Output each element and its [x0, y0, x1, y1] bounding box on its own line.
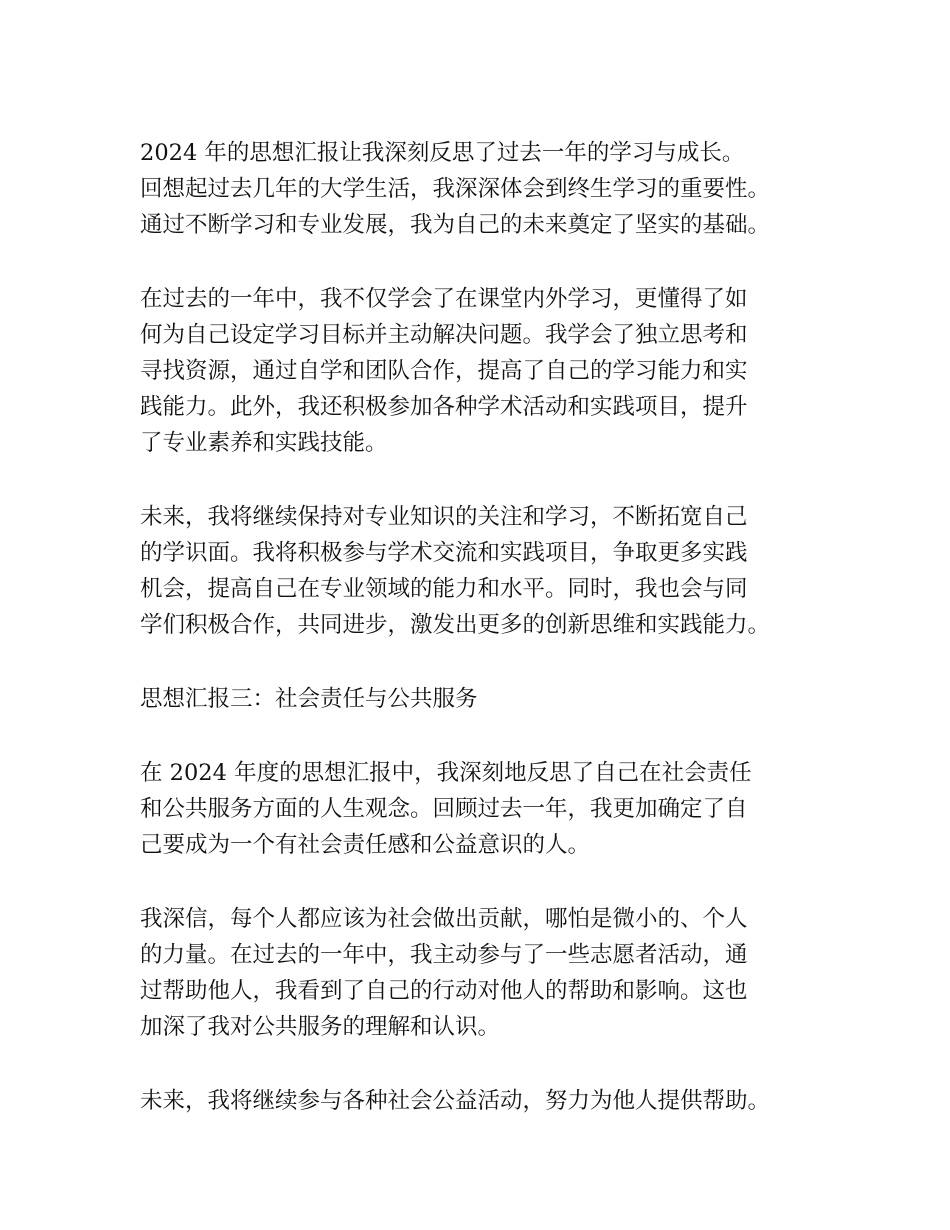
document-body — [140, 135, 840, 1119]
text-line: 何为自己设定学习目标并主动解决问题。我学会了独立思考和 — [140, 322, 748, 348]
paragraph-gap — [140, 863, 840, 901]
text-line: 寻找资源，通过自学和团队合作，提高了自己的学习能力和实 — [140, 358, 748, 384]
text-line: 未来，我将继续参与各种社会公益活动，努力为他人提供帮助。 — [140, 1088, 771, 1114]
paragraph-learning — [140, 281, 840, 461]
section-heading-text: 思想汇报三：社会责任与公共服务 — [140, 686, 478, 712]
paragraph-volunteer — [140, 901, 840, 1045]
text-line: 加深了我对公共服务的理解和认识。 — [140, 1014, 501, 1040]
paragraph-gap — [140, 243, 840, 281]
section-heading — [140, 681, 840, 717]
paragraph-future-service — [140, 1083, 840, 1119]
text-line: 通过不断学习和专业发展，我为自己的未来奠定了坚实的基础。 — [140, 212, 771, 238]
text-line: 在过去的一年中，我不仅学会了在课堂内外学习，更懂得了如 — [140, 286, 748, 312]
text-line: 践能力。此外，我还积极参加各种学术活动和实践项目，提升 — [140, 394, 748, 420]
paragraph-gap — [140, 717, 840, 755]
text-line: 在 2024 年度的思想汇报中，我深刻地反思了自己在社会责任 — [140, 760, 752, 786]
text-line: 的力量。在过去的一年中，我主动参与了一些志愿者活动，通 — [140, 942, 748, 968]
text-line: 未来，我将继续保持对专业知识的关注和学习，不断拓宽自己 — [140, 504, 748, 530]
paragraph-intro — [140, 135, 840, 243]
paragraph-future-study — [140, 499, 840, 643]
text-line: 和公共服务方面的人生观念。回顾过去一年，我更加确定了自 — [140, 796, 748, 822]
paragraph-gap — [140, 643, 840, 681]
text-line: 2024 年的思想汇报让我深刻反思了过去一年的学习与成长。 — [140, 140, 745, 166]
text-line: 了专业素养和实践技能。 — [140, 430, 388, 456]
text-line: 过帮助他人，我看到了自己的行动对他人的帮助和影响。这也 — [140, 978, 748, 1004]
text-line: 机会，提高自己在专业领域的能力和水平。同时，我也会与同 — [140, 576, 748, 602]
text-line: 己要成为一个有社会责任感和公益意识的人。 — [140, 832, 591, 858]
text-line: 我深信，每个人都应该为社会做出贡献，哪怕是微小的、个人 — [140, 906, 748, 932]
paragraph-social-intro — [140, 755, 840, 863]
text-line: 回想起过去几年的大学生活，我深深体会到终生学习的重要性。 — [140, 176, 771, 202]
paragraph-gap — [140, 461, 840, 499]
text-line: 的学识面。我将积极参与学术交流和实践项目，争取更多实践 — [140, 540, 748, 566]
paragraph-gap — [140, 1045, 840, 1083]
text-line: 学们积极合作，共同进步，激发出更多的创新思维和实践能力。 — [140, 612, 771, 638]
